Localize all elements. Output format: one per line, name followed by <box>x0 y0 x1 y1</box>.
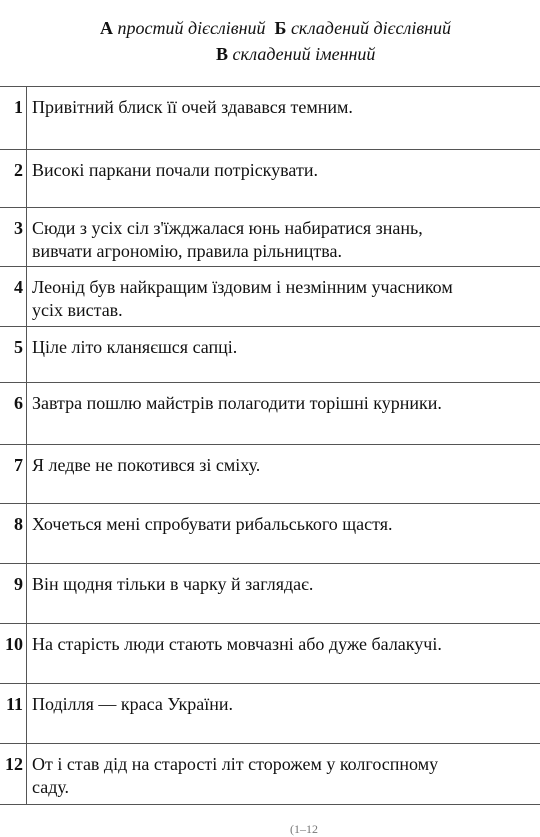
sentence-text <box>27 445 540 503</box>
table-row <box>0 445 540 504</box>
table-row <box>0 150 540 208</box>
option-c-letter: В <box>216 44 229 64</box>
legend-line-2 <box>216 43 375 65</box>
sentence-line: саду. <box>32 777 70 797</box>
table-row <box>0 87 540 150</box>
row-number: 6 <box>0 383 27 444</box>
sentence-text <box>27 150 540 207</box>
table-row <box>0 684 540 744</box>
option-a-letter: А <box>100 18 113 38</box>
table-row <box>0 267 540 327</box>
sentence-text <box>27 383 540 444</box>
sentence-text <box>27 87 540 149</box>
sentence-line: Високі паркани почали потріскувати. <box>32 160 318 180</box>
option-c-text: складений іменний <box>232 44 376 64</box>
row-number: 5 <box>0 327 27 382</box>
sentence-line: усіх вистав. <box>32 300 123 320</box>
row-number: 11 <box>0 684 27 743</box>
option-a-text: простий дієслівний <box>117 18 266 38</box>
table-row <box>0 208 540 267</box>
sentence-text <box>27 684 540 743</box>
sentence-text <box>27 564 540 623</box>
sentence-line: вивчати агрономію, правила рільництва. <box>32 241 342 261</box>
sentence-text <box>27 744 540 804</box>
sentence-line: На старість люди стають мовчазні або дуже балакучі. <box>32 634 442 654</box>
sentence-line: Сюди з усіх сіл з'їжджалася юнь набиратися знань, <box>32 218 423 238</box>
row-number: 3 <box>0 208 27 266</box>
row-number: 10 <box>0 624 27 683</box>
row-number: 2 <box>0 150 27 207</box>
option-b-letter: Б <box>274 18 287 38</box>
sentence-line: Ціле літо кланяєшся сапці. <box>32 337 238 357</box>
sentence-line: Леонід був найкращим їздовим і незмінним учасником <box>32 277 453 297</box>
row-number: 7 <box>0 445 27 503</box>
sentence-line: Хочеться мені спробувати рибальського щастя. <box>32 514 393 534</box>
page-footer: (1–12 <box>290 822 318 836</box>
option-b-text: складений дієслівний <box>290 18 452 38</box>
table-row <box>0 624 540 684</box>
table-row <box>0 744 540 805</box>
legend-line-1 <box>100 17 451 39</box>
sentence-line: Поділля — краса України. <box>32 694 233 714</box>
sentence-text <box>27 267 540 326</box>
sentence-text <box>27 208 540 266</box>
row-number: 1 <box>0 87 27 149</box>
table-row <box>0 504 540 564</box>
sentences-table <box>0 86 540 805</box>
sentence-line: Він щодня тільки в чарку й заглядає. <box>32 574 314 594</box>
table-row <box>0 564 540 624</box>
row-number: 9 <box>0 564 27 623</box>
sentence-text <box>27 624 540 683</box>
table-row <box>0 383 540 445</box>
sentence-line: Привітний блиск її очей здавався темним. <box>32 97 353 117</box>
sentence-line: Я ледве не покотився зі сміху. <box>32 455 261 475</box>
row-number: 12 <box>0 744 27 804</box>
sentence-text <box>27 504 540 563</box>
row-number: 4 <box>0 267 27 326</box>
sentence-text <box>27 327 540 382</box>
table-row <box>0 327 540 383</box>
row-number: 8 <box>0 504 27 563</box>
sentence-line: От і став дід на старості літ сторожем у колгоспному <box>32 754 439 774</box>
sentence-line: Завтра пошлю майстрів полагодити торішні курники. <box>32 393 442 413</box>
